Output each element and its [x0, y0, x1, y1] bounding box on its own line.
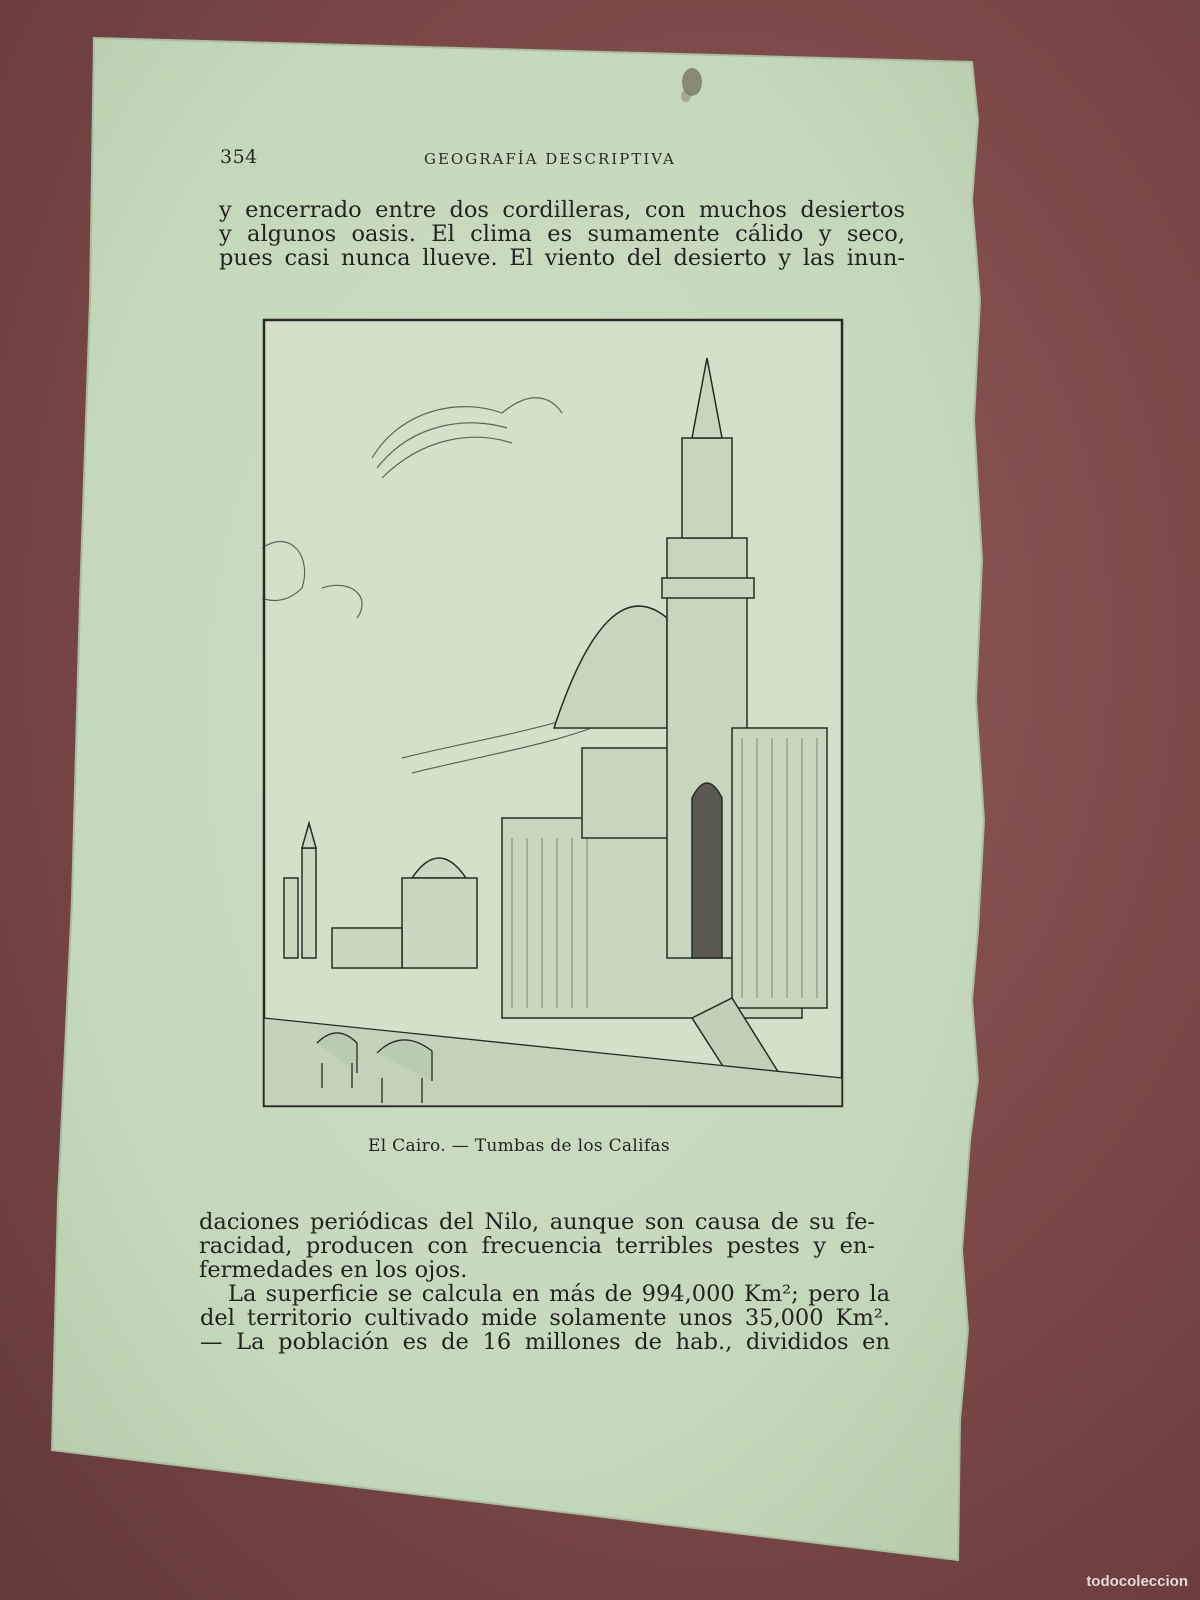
paragraph-bottom-1: [199, 1210, 875, 1282]
text-line: y encerrado entre dos cordilleras, con muchos desiertos: [219, 197, 905, 223]
paragraph-bottom-2: [200, 1282, 890, 1354]
cairo-tombs-engraving: [262, 318, 844, 1108]
text-line: — La población es de 16 millones de hab., divididos en: [200, 1329, 890, 1355]
figure-caption: El Cairo. — Tumbas de los Califas: [368, 1136, 670, 1156]
text-line: racidad, producen con frecuencia terribles pestes y en-: [199, 1233, 875, 1259]
text-line: del territorio cultivado mide solamente unos 35,000 Km².: [200, 1305, 890, 1331]
text-line: fermedades en los ojos.: [199, 1257, 468, 1283]
text-line: pues casi nunca llueve. El viento del desierto y las inun-: [219, 245, 905, 271]
text-line: daciones periódicas del Nilo, aunque son causa de su fe-: [199, 1209, 875, 1235]
text-line: y algunos oasis. El clima es sumamente cálido y seco,: [219, 221, 905, 247]
page-number: 354: [220, 146, 258, 168]
running-title: GEOGRAFÍA DESCRIPTIVA: [424, 150, 676, 168]
paragraph-top: [219, 198, 905, 270]
text-line: La superficie se calcula en más de 994,000 Km²; pero la: [228, 1281, 890, 1307]
engraving-illustration: [262, 318, 844, 1108]
watermark: todocoleccion: [1086, 1573, 1188, 1590]
